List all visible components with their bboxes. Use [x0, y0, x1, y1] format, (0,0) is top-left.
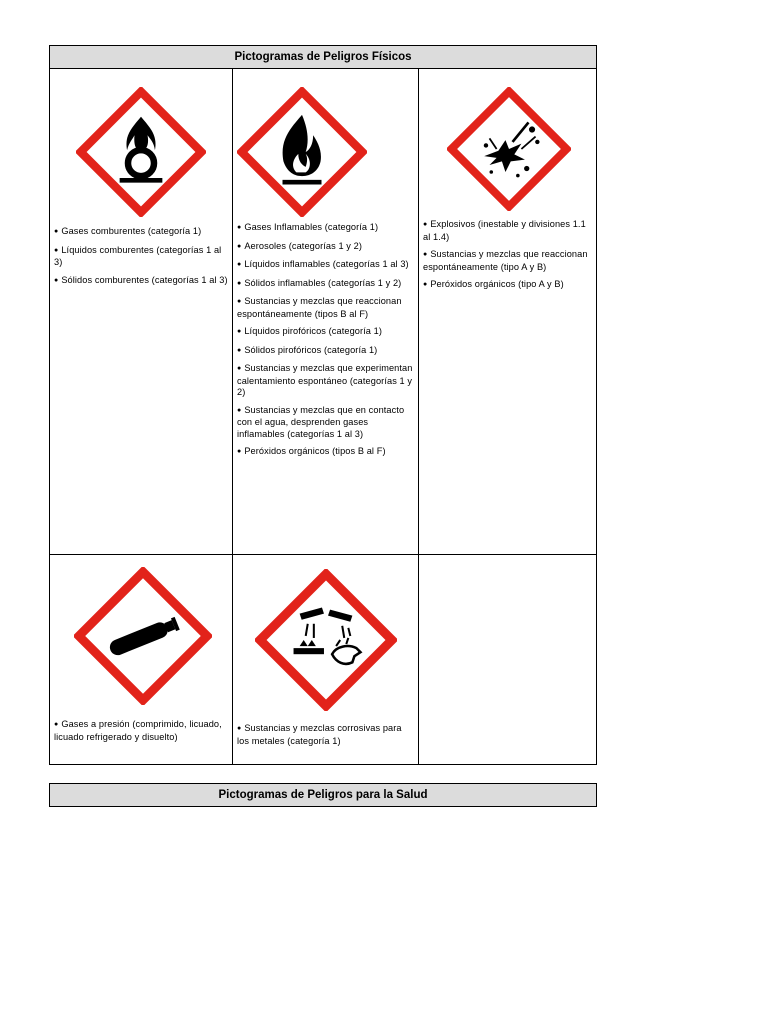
health-hazards-table [49, 783, 597, 807]
list-item: ● Peróxidos orgánicos (tipos B al F) [237, 446, 414, 459]
table-title: Pictogramas de Peligros para la Salud [50, 784, 596, 806]
list-item: ● Sólidos pirofóricos (categoría 1) [237, 345, 414, 358]
list-item: ● Sustancias y mezclas que reaccionan espontáneamente (tipos B al F) [237, 296, 414, 320]
list-item: ● Gases a presión (comprimido, licuado, licuado refrigerado y disuelto) [54, 719, 228, 743]
list-item: ● Explosivos (inestable y divisiones 1.1 al 1.4) [423, 219, 592, 243]
table-cell [419, 69, 596, 554]
list-item: ● Sólidos comburentes (categorías 1 al 3) [54, 275, 228, 288]
table-cell [233, 69, 419, 554]
table-cell [233, 555, 419, 764]
list-item: ● Sólidos inflamables (categorías 1 y 2) [237, 278, 414, 291]
list-item: ● Gases comburentes (categoría 1) [54, 226, 228, 239]
list-item: ● Sustancias y mezclas corrosivas para los metales (categoría 1) [237, 723, 414, 747]
table-cell [50, 555, 233, 764]
table-title: Pictogramas de Peligros Físicos [50, 46, 596, 69]
list-item: ● Sustancias y mezclas que experimentan calentamiento espontáneo (categorías 1 y 2) [237, 363, 414, 399]
exploding-bomb-icon [447, 87, 571, 211]
flame-over-circle-icon [76, 87, 206, 217]
list-item: ● Líquidos pirofóricos (categoría 1) [237, 326, 414, 339]
list-item: ● Aerosoles (categorías 1 y 2) [237, 241, 414, 254]
list-item: ● Líquidos comburentes (categorías 1 al 3) [54, 245, 228, 269]
physical-hazards-table [49, 45, 597, 765]
flame-icon [237, 87, 367, 217]
list-item: ● Peróxidos orgánicos (tipo A y B) [423, 279, 592, 292]
list-item: ● Sustancias y mezclas que en contacto con el agua, desprenden gases inflamables (categorías 1 al 3) [237, 405, 414, 441]
list-item: ● Gases Inflamables (categoría 1) [237, 222, 414, 235]
gas-cylinder-icon [74, 567, 212, 705]
list-item: ● Sustancias y mezclas que reaccionan espontáneamente (tipo A y B) [423, 249, 592, 273]
corrosion-icon [255, 569, 397, 711]
table-cell [50, 69, 233, 554]
table-cell-empty [419, 555, 596, 764]
list-item: ● Líquidos inflamables (categorías 1 al 3) [237, 259, 414, 272]
